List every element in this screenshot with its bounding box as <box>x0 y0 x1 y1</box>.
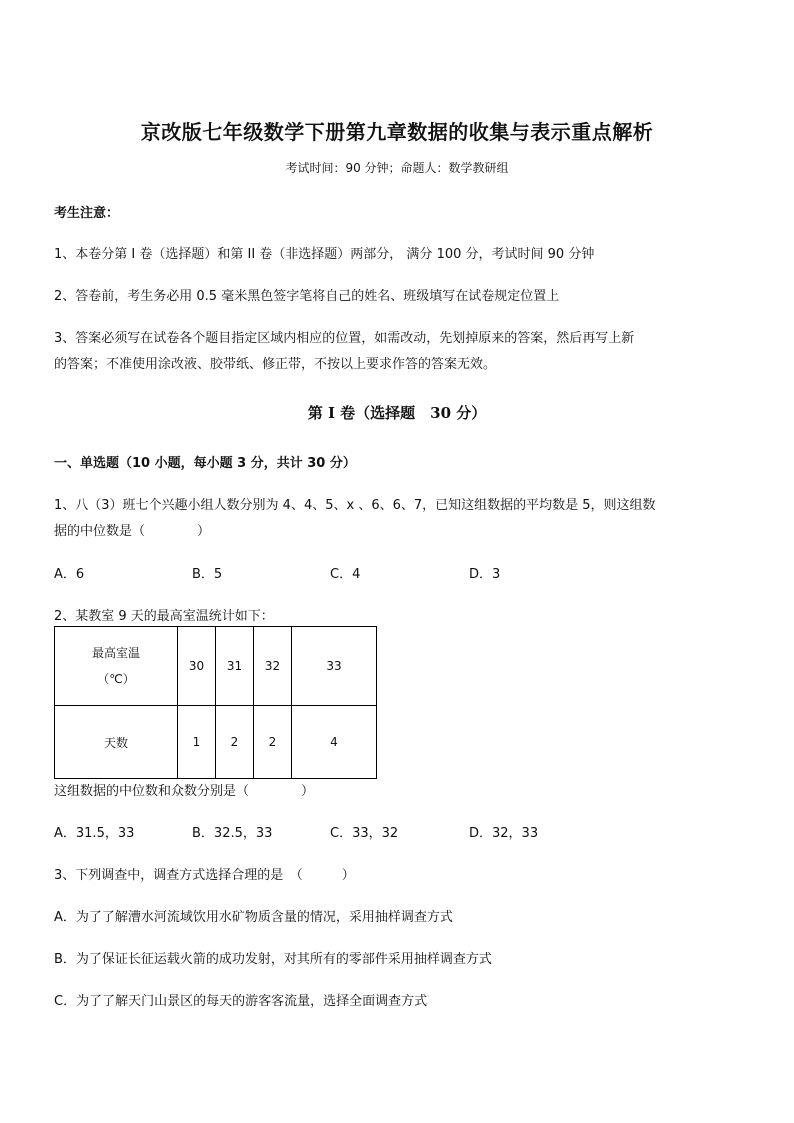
q3-option-b: B．为了保证长征运载火箭的成功发射，对其所有的零部件采用抽样调查方式 <box>54 952 492 967</box>
notice-item-2: 2、答卷前，考生务必用 0.5 毫米黑色签字笔将自己的姓名、班级填写在试卷规定位置上 <box>54 289 560 304</box>
temp-unit: （℃） <box>97 672 135 686</box>
table-header-cell <box>55 627 178 706</box>
q1-option-d: D．3 <box>469 567 501 582</box>
q3-option-a: A．为了了解漕水河流域饮用水矿物质含量的情况，采用抽样调查方式 <box>54 910 453 925</box>
table-cell: 4 <box>292 706 377 779</box>
notice-item-3-cont: 的答案；不准使用涂改液、胶带纸、修正带，不按以上要求作答的答案无效。 <box>54 357 497 372</box>
table-row <box>55 706 377 779</box>
temp-label: 最高室温 <box>91 646 140 660</box>
q3-stem: 3、下列调查中，调查方式选择合理的是 （ ） <box>54 868 355 883</box>
q2-option-d: D．32，33 <box>469 826 539 841</box>
notice-item-3: 3、答案必须写在试卷各个题目指定区域内相应的位置，如需改动，先划掉原来的答案，然后再写上新 <box>54 331 635 346</box>
table-cell: 32 <box>254 627 292 706</box>
table-cell: 1 <box>178 706 216 779</box>
exam-info: 考试时间：90 分钟；命题人：数学教研组 <box>285 161 509 175</box>
table-cell: 30 <box>178 627 216 706</box>
table-cell: 2 <box>216 706 254 779</box>
q1-stem-line2: 据的中位数是（ ） <box>54 524 211 539</box>
q1-option-b: B．5 <box>192 567 223 582</box>
q2-option-a: A．31.5，33 <box>54 826 135 841</box>
temperature-table <box>54 626 377 779</box>
table-cell: 31 <box>216 627 254 706</box>
table-cell: 2 <box>254 706 292 779</box>
q1-stem-line1: 1、八（3）班七个兴趣小组人数分别为 4、4、5、x 、6、6、7，已知这组数据的平均数是 5，则这组数 <box>54 498 656 513</box>
table-row <box>55 627 377 706</box>
q1-option-c: C．4 <box>330 567 361 582</box>
notice-item-1: 1、本卷分第 I 卷（选择题）和第 II 卷（非选择题）两部分， 满分 100 分，考试时间 90 分钟 <box>54 247 595 262</box>
q1-option-a: A．6 <box>54 567 85 582</box>
part-heading: 一、单选题（10 小题，每小题 3 分，共计 30 分） <box>54 456 356 471</box>
q2-question: 这组数据的中位数和众数分别是（ ） <box>54 784 315 799</box>
table-header-cell: 天数 <box>55 706 178 779</box>
q2-option-b: B．32.5，33 <box>192 826 273 841</box>
q3-option-c: C．为了了解天门山景区的每天的游客客流量，选择全面调查方式 <box>54 994 428 1009</box>
page-title: 京改版七年级数学下册第九章数据的收集与表示重点解析 <box>140 120 654 144</box>
table-cell: 33 <box>292 627 377 706</box>
notice-heading: 考生注意： <box>54 206 120 221</box>
q2-option-c: C．33，32 <box>330 826 399 841</box>
section-title: 第 I 卷（选择题 30 分） <box>307 404 487 422</box>
q2-stem: 2、某教室 9 天的最高室温统计如下： <box>54 609 274 624</box>
